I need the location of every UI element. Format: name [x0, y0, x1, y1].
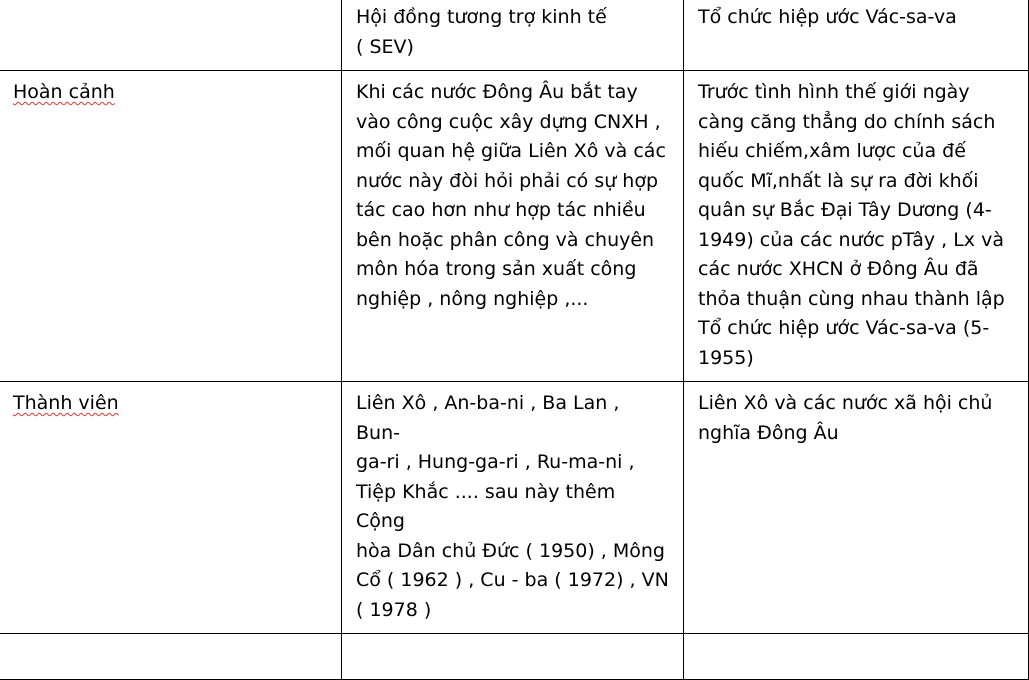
row-label-hoan-canh: Hoàn cảnh [13, 81, 115, 103]
warsaw-members-cell[interactable] [684, 382, 1029, 634]
header-cell-warsaw[interactable] [684, 0, 1029, 71]
row-label-cell[interactable] [0, 382, 342, 634]
header-cell-sev[interactable] [342, 0, 684, 71]
warsaw-context-cell[interactable] [684, 71, 1029, 382]
table-row-empty [0, 634, 1029, 680]
sev-context-text: Khi các nước Đông Âu bắt tay vào công cuộc xây dựng CNXH , mối quan hệ giữa Liên Xô và các nước này đòi hỏi phải có sự hợp tác cao hơn như hợp tác nhiều bên hoặc phân công và chuyên môn hóa trong sản xuất công nghiệp , nông nghiệp ,... [356, 81, 666, 310]
sev-members-cell[interactable] [342, 382, 684, 634]
sev-context-cell[interactable] [342, 71, 684, 382]
header-sev-text: Hội đồng tương trợ kinh tế ( SEV) [356, 6, 607, 58]
table-row [0, 71, 1029, 382]
empty-cell[interactable] [0, 634, 342, 680]
table-header-row [0, 0, 1029, 71]
sev-members-text: Liên Xô , An-ba-ni , Ba Lan , Bun- ga-ri , Hung-ga-ri , Ru-ma-ni , Tiệp Khắc .... sau này thêm Cộng hòa Dân chủ Đức ( 1950) , Mông Cổ ( 1962 ) , Cu - ba ( 1972) , VN ( 1978 ) [356, 392, 669, 621]
row-label-thanh-vien: Thành viên [13, 392, 119, 414]
warsaw-members-text: Liên Xô và các nước xã hội chủ nghĩa Đông Âu [698, 392, 993, 444]
empty-cell[interactable] [342, 634, 684, 680]
row-label-cell[interactable] [0, 71, 342, 382]
empty-cell[interactable] [684, 634, 1029, 680]
header-cell-empty[interactable] [0, 0, 342, 71]
table-row [0, 382, 1029, 634]
header-warsaw-text: Tổ chức hiệp ước Vác-sa-va [698, 6, 957, 28]
warsaw-context-text: Trước tình hình thế giới ngày càng căng thẳng do chính sách hiếu chiếm,xâm lược của đế quốc Mĩ,nhất là sự ra đời khối quân sự Bắc Đại Tây Dương (4- 1949) của các nước pTây , Lx và các nước XHCN ở Đông Âu đã thỏa thuận cùng nhau thành lập Tổ chức hiệp ước Vác-sa-va (5- 1955) [698, 81, 1005, 369]
